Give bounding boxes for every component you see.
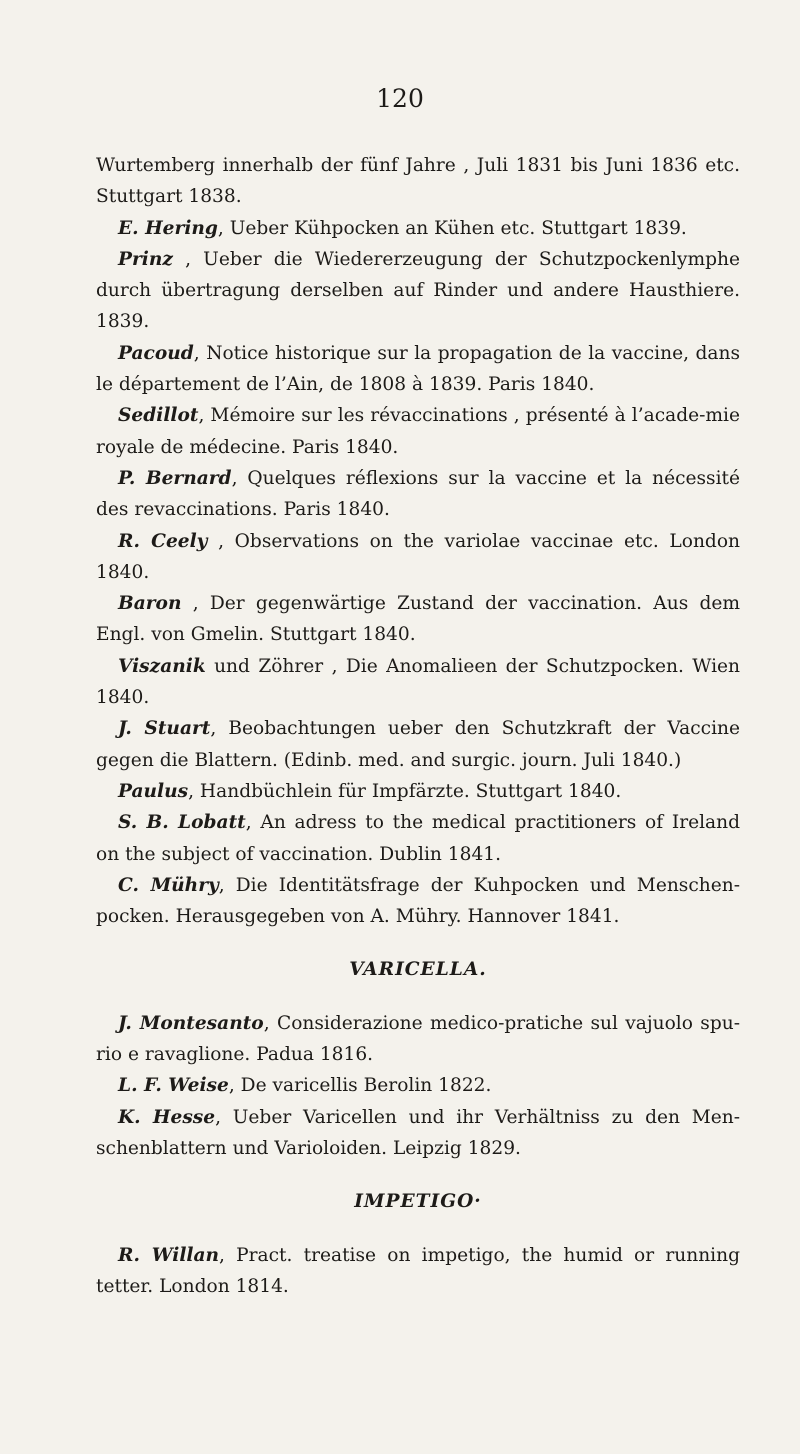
bibliography-entry xyxy=(96,1070,740,1101)
entry-text: , Considerazione medico-pratiche sul vajuolo spu-rio e ravaglione. Padua 1816. xyxy=(96,1012,740,1066)
bibliography-text xyxy=(96,150,740,1302)
entry-text: , Die Identitätsfrage der Kuhpocken und Menschen-pocken. Herausgegeben von A. Mühry. Hannover 1841. xyxy=(96,874,740,928)
entry-author: J. Stuart xyxy=(118,718,211,740)
entry-text: , An adress to the medical practitioners of Ireland on the subject of vaccination. Dublin 1841. xyxy=(96,812,740,865)
section-heading-varicella: VARICELLA. xyxy=(349,959,487,981)
bibliography-entry xyxy=(96,1102,740,1165)
entry-author: Paulus xyxy=(118,780,189,802)
entry-text: , Ueber Varicellen und ihr Verhältniss zu den Men-schenblattern und Varioloiden. Leipzig 1829. xyxy=(96,1106,740,1159)
entry-author: Baron xyxy=(118,593,182,615)
bibliography-entry xyxy=(96,463,740,526)
entry-text: , Mémoire sur les révaccinations , présenté à l’acade-mie royale de médecine. Paris 1840. xyxy=(96,405,740,458)
entry-text: , De varicellis Berolin 1822. xyxy=(228,1075,492,1097)
section-heading-impetigo: IMPETIGO· xyxy=(354,1191,482,1213)
bibliography-entry xyxy=(96,588,740,651)
bibliography-entry xyxy=(96,870,740,933)
entry-text: , Beobachtungen ueber den Schutzkraft der Vaccine gegen die Blattern. (Edinb. med. and surgic. journ. Juli 1840.) xyxy=(96,718,740,771)
entry-author: R. Ceely xyxy=(118,530,208,552)
entry-author: Prinz xyxy=(118,248,173,270)
bibliography-entry xyxy=(96,526,740,589)
entry-author: Viszanik xyxy=(118,655,206,677)
entry-author: Pacoud xyxy=(118,342,194,364)
entry-text: , Pract. treatise on impetigo, the humid or running tetter. London 1814. xyxy=(96,1244,740,1297)
entry-author: S. B. Lobatt xyxy=(118,812,246,834)
entry-text: , Handbüchlein für Impfärzte. Stuttgart 1840. xyxy=(188,780,622,802)
bibliography-entry xyxy=(96,1008,740,1071)
bibliography-entry xyxy=(96,807,740,870)
entry-text: , Ueber die Wiedererzeugung der Schutzpockenlymphe durch übertragung derselben auf Rinder und andere Hausthiere. 1839. xyxy=(96,248,740,333)
bibliography-entry xyxy=(96,213,740,244)
entry-text: , Notice historique sur la propagation de la vaccine, dans le département de l’Ain, de 1808 à 1839. Paris 1840. xyxy=(96,342,740,396)
bibliography-entry xyxy=(96,713,740,776)
entry-author: K. Hesse xyxy=(118,1106,216,1128)
entry-author: R. Willan xyxy=(118,1244,220,1266)
entry-author: Sedillot xyxy=(118,405,199,427)
entry-author: E. Hering xyxy=(118,217,218,239)
bibliography-entry xyxy=(96,1240,740,1303)
bibliography-entry xyxy=(96,400,740,463)
entry-author: C. Mühry xyxy=(118,874,219,896)
entry-continuation xyxy=(96,150,740,213)
entry-author: L. F. Weise xyxy=(118,1075,229,1097)
entry-text: und Zöhrer , Die Anomalieen der Schutzpocken. Wien 1840. xyxy=(96,655,740,709)
entry-text: , Observations on the variolae vaccinae etc. London 1840. xyxy=(96,530,740,583)
page-number: 120 xyxy=(376,84,424,113)
entry-text: , Der gegenwärtige Zustand der vaccination. Aus dem Engl. von Gmelin. Stuttgart 1840. xyxy=(96,593,740,646)
bibliography-entry xyxy=(96,651,740,714)
bibliography-entry xyxy=(96,338,740,401)
bibliography-entry xyxy=(96,776,740,807)
entry-text: , Ueber Kühpocken an Kühen etc. Stuttgart 1839. xyxy=(217,217,687,239)
entry-author: J. Montesanto xyxy=(118,1012,264,1034)
entry-author: P. Bernard xyxy=(118,467,232,489)
entry-text: , Quelques réflexions sur la vaccine et la nécessité des revaccinations. Paris 1840. xyxy=(96,467,740,521)
entry-text: Wurtemberg innerhalb der fünf Jahre , Juli 1831 bis Juni 1836 etc. Stuttgart 1838. xyxy=(96,155,740,208)
bibliography-entry xyxy=(96,244,740,338)
